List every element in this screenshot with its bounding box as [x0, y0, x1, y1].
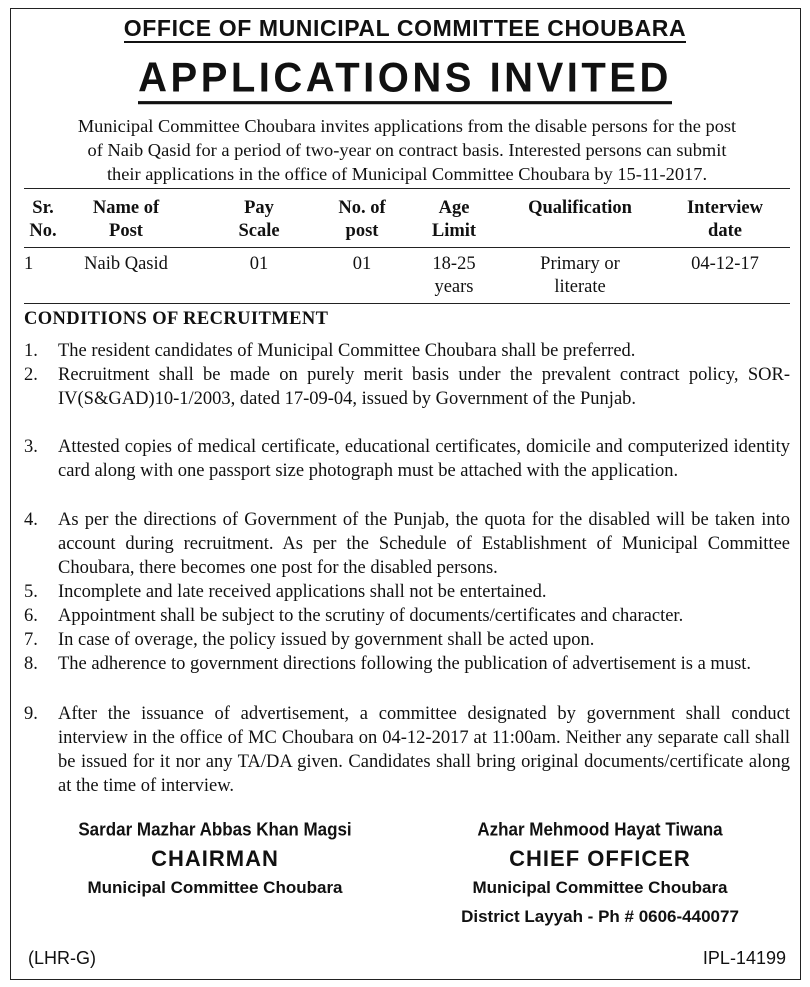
chief-officer-title: CHIEF OFFICER	[509, 846, 691, 871]
intro-paragraph	[24, 114, 790, 186]
header-qualification: Qualification	[528, 198, 632, 218]
header-date: Interview date	[686, 198, 764, 241]
condition-item: 3. Attested copies of medical certificate, educational certificates, domicile and computerized identity card along with one passport size photograph must be attached with the application.	[24, 437, 790, 481]
header-sr: Sr. No.	[29, 198, 57, 241]
cell-age: 18-25 years	[432, 254, 476, 297]
table-top-rule	[24, 188, 790, 189]
chairman-title: CHAIRMAN	[151, 846, 279, 871]
footer-code-left: (LHR-G)	[28, 948, 96, 968]
cell-sr: 1	[24, 254, 34, 274]
condition-item: 8. The adherence to government directions following the publication of advertisement is a must.	[24, 654, 752, 674]
chairman-org: Municipal Committee Choubara	[87, 878, 343, 897]
conditions-heading: CONDITIONS OF RECRUITMENT	[24, 309, 329, 329]
header-age: Age Limit	[431, 198, 477, 241]
header-post: Name of Post	[92, 198, 160, 241]
intro-line-3: their applications in the office of Municipal Committee Choubara by 15-11-2017.	[106, 164, 708, 184]
header-pay: Pay Scale	[238, 198, 280, 241]
chairman-name: Sardar Mazhar Abbas Khan Magsi	[78, 819, 352, 840]
condition-item: 1. The resident candidates of Municipal Committee Choubara shall be preferred.	[24, 341, 636, 361]
chief-officer-contact: District Layyah - Ph # 0606-440077	[461, 907, 739, 926]
signature-chief-officer	[420, 815, 780, 931]
main-title: APPLICATIONS INVITED	[0, 51, 810, 106]
condition-item: 5. Incomplete and late received applications shall not be entertained.	[24, 582, 547, 602]
cell-qualification: Primary or literate	[540, 254, 620, 297]
condition-item: 6. Appointment shall be subject to the scrutiny of documents/certificates and character.	[24, 606, 684, 626]
office-heading: OFFICE OF MUNICIPAL COMMITTEE CHOUBARA	[123, 15, 687, 41]
cell-date: 04-12-17	[691, 254, 759, 274]
condition-item: 7. In case of overage, the policy issued by government shall be acted upon.	[24, 630, 595, 650]
condition-item: 9. After the issuance of advertisement, a committee designated by government shall conduct interview in the office of MC Choubara on 04-12-2017 at 11:00am. Neither any separate call shall be issued for it nor any TA/DA given. Candidates shall bring original documents/certificate along at the time of interview.	[24, 704, 790, 796]
intro-line-1: Municipal Committee Choubara invites applications from the disable persons for the post	[77, 116, 737, 136]
chief-officer-name: Azhar Mehmood Hayat Tiwana	[477, 819, 723, 840]
condition-item: 4. As per the directions of Government of the Punjab, the quota for the disabled will be taken into account during recruitment. As per the Schedule of Establishment of Municipal Committee Choubara, there becomes one post for the disabled persons.	[24, 510, 790, 578]
intro-line-2: of Naib Qasid for a period of two-year on contract basis. Interested persons can submit	[87, 140, 727, 160]
signature-chairman	[40, 815, 390, 902]
condition-item: 2. Recruitment shall be made on purely merit basis under the prevalent contract policy, SOR-IV(S&GAD)10-1/2003, dated 17-09-04, issued by Government of the Punjab.	[24, 365, 790, 409]
footer-code-right: IPL-14199	[702, 948, 786, 968]
header-num: No. of post	[338, 198, 386, 241]
cell-pay: 01	[249, 254, 269, 274]
table-bottom-rule	[24, 303, 790, 304]
cell-num: 01	[352, 254, 372, 274]
table-header-rule	[24, 247, 790, 248]
cell-post: Naib Qasid	[84, 254, 168, 274]
chief-officer-org: Municipal Committee Choubara	[472, 878, 728, 897]
